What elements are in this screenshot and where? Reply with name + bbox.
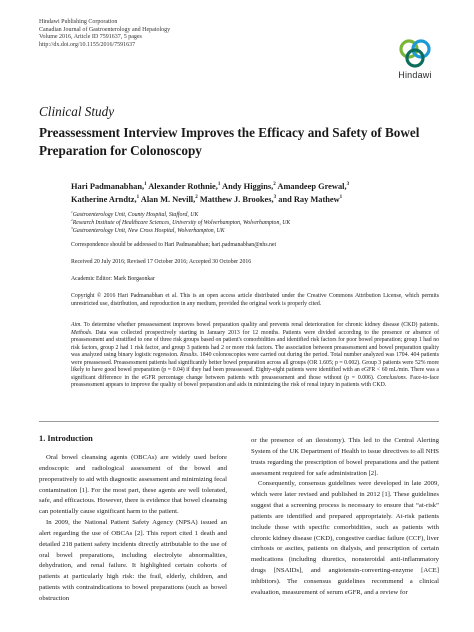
author-text: Hari Padmanabhan,: [71, 182, 145, 191]
abstract-results: 1840 colonoscopies were carried out during the period. Total number analyzed was 1704. 404 patients were preassessed. Preassessment patients had significantly better bowel preparation across all groups (OR 1.605; p = 0.002). Group 3 patients were 52% more likely to have good bowel preparation (p = 0.04) if they had been preassessed. Eighty-eight patients were identified with an eGFR < 60 mL/min. There was a significant difference in the eGFR percentage change between patients with preassessment and those without (p = 0.006).: [71, 352, 440, 381]
author-name: [141, 195, 198, 204]
abstract-aim: To determine whether preassessment improves bowel preparation quality and prevents renal deterioration for chronic kidney disease (CKD) patients.: [83, 322, 439, 328]
abstract-aim-label: Aim.: [71, 322, 82, 328]
copyright-notice: Copyright © 2016 Hari Padmanabhan et al. This is an open access article distributed under the Creative Commons Attribution License, which permits unrestricted use, distribution, and reproduction in any medium, provided the original work is properly cited.: [71, 293, 439, 307]
author-affiliation-mark: 2: [273, 182, 276, 188]
paragraph: Consequently, consensus guidelines were developed in late 2009, which were later revised and published in 2012 [1]. These guidelines suggest that a screening process is necessary to ensure that “at-risk” patients are identified and prepared appropriately. At-risk patients include those with specific comorbidities, such as patients with chronic kidney disease (CKD), congestive cardiac failure (CCF), liver cirrhosis or ascites, patients on dialysis, and prescription of certain medications (including diuretics, nonsteroidal anti-inflammatory drugs [NSAIDs], and angiotensin-converting-enzyme [ACE] inhibitors). The consensus guidelines recommend a clinical evaluation, measurement of serum eGFR, and a review for: [251, 480, 439, 596]
academic-editor: Academic Editor: Mark Borgaonkar: [71, 276, 155, 282]
body-column-left: [39, 453, 227, 605]
author-text: Andy Higgins,: [222, 182, 274, 191]
author-name: [71, 182, 147, 191]
author-name: [278, 195, 342, 204]
affiliation-text: Gastroenterology Unit, New Cross Hospital, Wolverhampton, UK: [72, 227, 225, 234]
abstract-methods-label: Methods.: [71, 329, 93, 336]
section-divider: [39, 421, 439, 422]
author-name: [71, 195, 139, 204]
publisher-name: Hindawi Publishing Corporation: [39, 19, 118, 25]
affiliation-line: [71, 212, 290, 220]
affiliation-text: Gastroenterology Unit, County Hospital, Stafford, UK: [72, 212, 199, 218]
author-affiliation-mark: 1: [136, 195, 140, 201]
author-name: [277, 182, 349, 191]
affiliation-line: [71, 225, 290, 236]
article-title: Preassessment Interview Improves the Efficacy and Safety of Bowel Preparation for Colonoscopy: [39, 125, 420, 158]
affiliation-text: Research Institute of Healthcare Sciences, University of Wolverhampton, Wolverhampton, UK: [72, 219, 291, 226]
affiliation-mark: 1: [71, 210, 73, 215]
abstract-results-label: Results.: [180, 352, 199, 358]
body-column-right: [251, 436, 439, 599]
author-text: Matthew J. Brookes,: [199, 195, 274, 204]
affiliation-mark: 2: [71, 217, 73, 222]
author-name: [222, 182, 276, 191]
affiliation-mark: 3: [71, 225, 73, 230]
author-affiliation-mark: 3: [273, 195, 277, 201]
author-text: Amandeep Grewal,: [277, 182, 347, 191]
author-affiliation-mark: 2: [195, 195, 198, 201]
paragraph: In 2009, the National Patient Safety Agency (NPSA) issued an alert regarding the use of OBCAs [2]. This report cited 1 death and detailed 218 patient safety incidents directly attributable to the use of oral bowel preparations, including electrolyte abnormalities, dehydration, and renal failure. It highlighted certain cohorts of patients at particularly high risk: the frail, elderly, children, and patients with contraindications to bowel preparations (such as bowel obstruction: [39, 519, 227, 602]
hindawi-wordmark: Hindawi: [398, 70, 432, 80]
paragraph: Oral bowel cleansing agents (OBCAs) are widely used before endoscopic and radiological assessment of the bowel and preoperatively to aid with diagnostic assessment and minimizing fecal contamination [1]. For the most part, these agents are well tolerated, safe, and efficacious. However, there is evidence that bowel cleansing can potentially cause significant harm to the patient.: [39, 454, 227, 516]
author-affiliation-mark: 3: [346, 182, 350, 188]
abstract: [71, 322, 439, 390]
journal-name: Canadian Journal of Gastroenterology and Hepatology: [39, 26, 171, 33]
paragraph: or the presence of an ileostomy). This led to the Central Alerting System of the UK Department of Health to issue directives to all NHS trusts regarding the prescription of bowel preparations and the patient assessment required for safe administration [2].: [251, 437, 439, 477]
author-affiliation-mark: 1: [144, 182, 147, 188]
author-affiliation-mark: 1: [339, 195, 343, 201]
doi-link[interactable]: http://dx.doi.org/10.1155/2016/7591637: [39, 41, 136, 48]
study-type: Clinical Study: [39, 104, 115, 119]
publication-info: [39, 19, 170, 49]
received-dates: Received 20 July 2016; Revised 17 October 2016; Accepted 30 October 2016: [71, 259, 252, 265]
hindawi-rings-icon: [398, 38, 432, 68]
author-text: and Ray Mathew: [278, 195, 340, 204]
author-name: [148, 182, 220, 191]
author-list: [71, 180, 451, 206]
author-text: Alexander Rothnie,: [148, 182, 218, 191]
affiliations: [71, 212, 290, 236]
affiliation-line: [71, 217, 291, 228]
volume-info: Volume 2016, Article ID 7591637, 5 pages: [39, 34, 142, 41]
abstract-methods: Data was collected prospectively starting in January 2013 for 12 months. Patients were divided according to the presence or absence of preassessment and stratified to one of three risk groups based on patient's comorbidities and identified risk factors for poor bowel preparation; group 1 had no risk factors, group 2 had 1 risk factor, and group 3 patients had 2 or more risk factors. The association between preassessment and bowel preparation quality was analyzed using binary logistic regression.: [71, 329, 439, 358]
abstract-conclusions-label: Conclusions.: [377, 374, 408, 381]
section-heading-introduction: 1. Introduction: [39, 434, 93, 443]
author-affiliation-mark: 1: [217, 182, 221, 188]
hindawi-logo: [392, 38, 438, 80]
author-text: Alan M. Nevill,: [140, 195, 196, 204]
abstract-conclusions: Face-to-face preassessment appears to improve the quality of bowel preparation and aids in minimizing the risk of renal injury in patients with CKD.: [71, 374, 440, 388]
author-text: Katherine Arndtz,: [71, 195, 137, 204]
correspondence: Correspondence should be addressed to Hari Padmanabhan; hari.padmanabhan@nhs.net: [71, 242, 277, 248]
author-name: [200, 195, 276, 204]
